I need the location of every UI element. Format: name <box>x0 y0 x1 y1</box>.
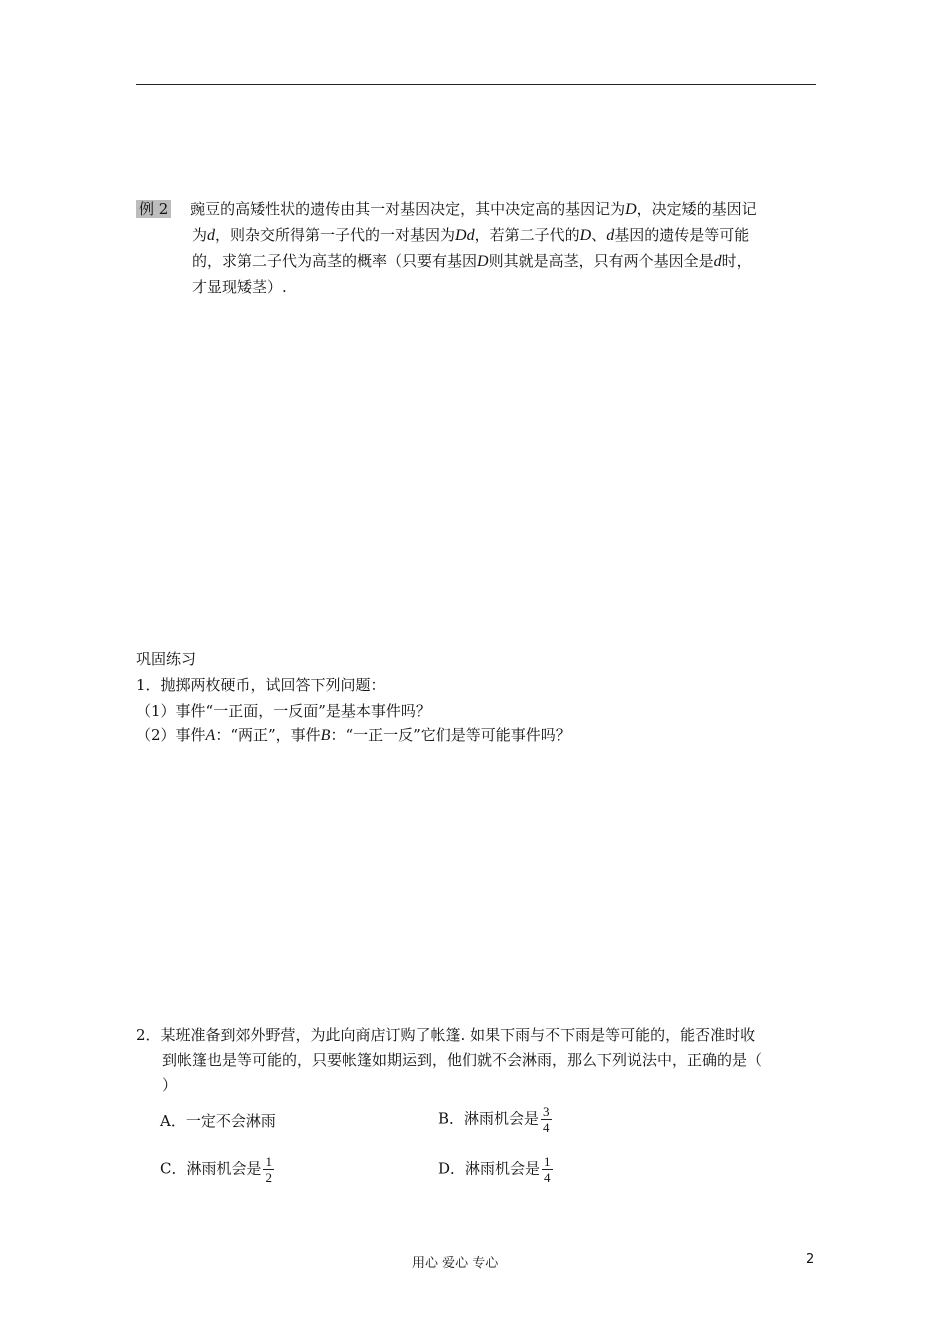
practice-heading: 巩固练习 <box>136 650 197 668</box>
fraction-three-quarters: $\frac{3}{4}$ <box>543 1104 550 1135</box>
header-rule <box>136 84 816 85</box>
question-2-line1: 2．某班准备到郊外野营，为此向商店订购了帐篷. 如果下雨与不下雨是等可能的，能否准时收 <box>136 1026 756 1044</box>
option-d: D．淋雨机会是 $\frac{1}{4}$ <box>438 1154 551 1185</box>
question-1: 1．抛掷两枚硬币，试回答下列问题： <box>136 676 386 694</box>
example2-line1: 例 2 豌豆的高矮性状的遗传由其一对基因决定，其中决定高的基因记为D，决定矮的基因记 <box>136 198 757 221</box>
fraction-one-quarter: $\frac{1}{4}$ <box>544 1154 551 1185</box>
option-b: B．淋雨机会是 $\frac{3}{4}$ <box>438 1104 550 1135</box>
fraction-one-half: $\frac{1}{2}$ <box>265 1154 272 1185</box>
question-2-line2: 到帐篷也是等可能的，只要帐篷如期运到，他们就不会淋雨，那么下列说法中，正确的是（ <box>162 1051 763 1069</box>
question-2-line3: ） <box>162 1076 178 1094</box>
footer-motto: 用心 爱心 专心 <box>412 1256 499 1271</box>
question-1-part-2: （2）事件A：“两正”，事件B：“一正一反”它们是等可能事件吗？ <box>136 726 571 744</box>
example-label: 例 2 <box>136 200 171 218</box>
option-a: A．一定不会淋雨 <box>160 1112 276 1130</box>
example2-line2: 为d，则杂交所得第一子代的一对基因为Dd，若第二子代的D、d基因的遗传是等可能 <box>192 226 750 244</box>
example2-line3: 的，求第二子代为高茎的概率（只要有基因D则其就是高茎，只有两个基因全是d时， <box>192 252 752 270</box>
question-1-part-1: （1）事件“一正面，一反面”是基本事件吗？ <box>136 702 431 720</box>
example2-line4: 才显现矮茎）. <box>192 278 287 296</box>
page-number: 2 <box>806 1252 815 1267</box>
option-c: C．淋雨机会是 $\frac{1}{2}$ <box>160 1154 272 1185</box>
